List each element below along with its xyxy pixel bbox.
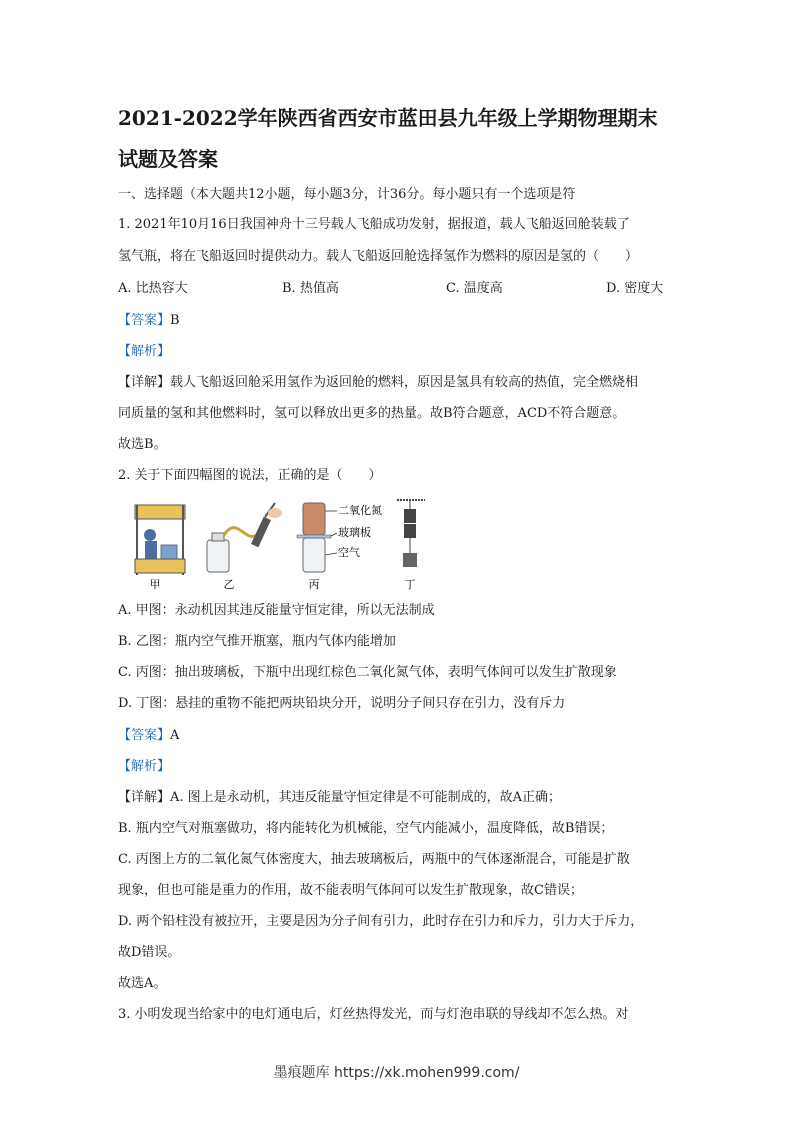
q2-option-a: A. 甲图：永动机因其违反能量守恒定律，所以无法制成 xyxy=(118,603,435,618)
q2-option-d: D. 丁图：悬挂的重物不能把两块铅块分开，说明分子间只存在引力，没有斥力 xyxy=(118,696,566,711)
label-gas: 二氧化氮 xyxy=(338,504,382,517)
q2-stem: 2. 关于下面四幅图的说法，正确的是（ ） xyxy=(118,468,382,483)
section-heading: 一、选择题（本大题共12小题，每小题3分，计36分。每小题只有一个选项是符 xyxy=(118,187,576,202)
figure-jia xyxy=(135,505,185,591)
detail-tag: 【详解】 xyxy=(118,375,171,390)
q1-detail-line1 xyxy=(118,374,638,392)
q2-option-c: C. 丙图：抽出玻璃板，下瓶中出现红棕色二氧化氮气体，表明气体间可以发生扩散现象 xyxy=(118,665,617,680)
q1-stem-line1: 1. 2021年10月16日我国神舟十三号载人飞船成功发射，据报道，载人飞船返回舱装载了 xyxy=(118,217,630,232)
q1-option-d: D. 密度大 xyxy=(606,281,664,296)
answer-tag: 【答案】 xyxy=(118,728,171,743)
figure-ding xyxy=(397,500,425,591)
answer-value: A xyxy=(170,728,180,743)
label-yi: 乙 xyxy=(223,578,235,591)
q2-option-b: B. 乙图：瓶内空气推开瓶塞，瓶内气体内能增加 xyxy=(118,634,396,649)
q2-analysis-tag: 【解析】 xyxy=(118,759,171,774)
label-bing: 丙 xyxy=(308,578,320,591)
figure-yi xyxy=(207,503,282,591)
doc-title-line1: 2021-2022学年陕西省西安市蓝田县九年级上学期物理期末 xyxy=(118,106,658,130)
q1-stem-line2: 氢气瓶，将在飞船返回时提供动力。载人飞船返回舱选择氢作为燃料的原因是氢的（ ） xyxy=(118,249,639,264)
q2-detail-line3: C. 丙图上方的二氧化氮气体密度大，抽去玻璃板后，两瓶中的气体逐渐混合，可能是扩散 xyxy=(118,852,630,867)
q2-detail-line4: 现象，但也可能是重力的作用，故不能表明气体间可以发生扩散现象，故C错误； xyxy=(118,883,583,898)
q2-detail-line6: 故D错误。 xyxy=(118,945,181,960)
q1-detail-line2: 同质量的氢和其他燃料时，氢可以释放出更多的热量。故B符合题意，ACD不符合题意。 xyxy=(118,406,626,421)
q2-figure xyxy=(125,495,425,593)
q1-analysis-tag: 【解析】 xyxy=(118,344,171,359)
q1-option-b: B. 热值高 xyxy=(282,281,339,296)
label-jia: 甲 xyxy=(149,578,161,591)
detail-text: A. 图上是永动机，其违反能量守恒定律是不可能制成的，故A正确； xyxy=(170,790,562,805)
figure-bing xyxy=(297,503,382,591)
q2-detail-line1 xyxy=(118,789,561,807)
doc-title-line2: 试题及答案 xyxy=(118,147,218,171)
q1-conclusion: 故选B。 xyxy=(118,437,167,452)
label-air: 空气 xyxy=(338,546,360,559)
answer-tag: 【答案】 xyxy=(118,313,171,328)
q2-detail-line5: D. 两个铅柱没有被拉开，主要是因为分子间有引力，此时存在引力和斥力，引力大于斥力， xyxy=(118,914,644,929)
footer-watermark: 墨痕题库 https://xk.mohen999.com/ xyxy=(273,1065,520,1081)
q3-stem-line1: 3. 小明发现当给家中的电灯通电后，灯丝热得发光，而与灯泡串联的导线却不怎么热。对 xyxy=(118,1007,629,1022)
detail-text: 载人飞船返回舱采用氢作为返回舱的燃料，原因是氢具有较高的热值，完全燃烧相 xyxy=(170,375,639,390)
q1-option-a: A. 比热容大 xyxy=(118,281,188,296)
label-glass: 玻璃板 xyxy=(338,526,371,539)
q1-option-c: C. 温度高 xyxy=(446,281,503,296)
answer-value: B xyxy=(170,313,180,328)
q2-conclusion: 故选A。 xyxy=(118,976,167,991)
label-ding: 丁 xyxy=(404,578,416,591)
q2-detail-line2: B. 瓶内空气对瓶塞做功，将内能转化为机械能，空气内能减小，温度降低，故B错误； xyxy=(118,821,614,836)
q2-answer xyxy=(118,727,179,745)
detail-tag: 【详解】 xyxy=(118,790,171,805)
q1-answer xyxy=(118,312,180,330)
